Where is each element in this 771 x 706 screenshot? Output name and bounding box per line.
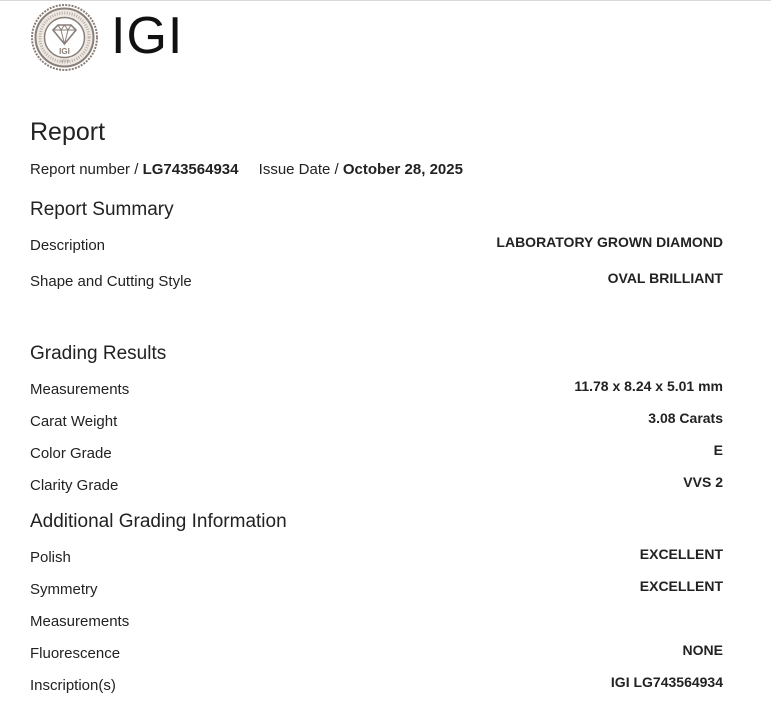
svg-text:1975: 1975	[60, 58, 69, 63]
additional-label-polish: Polish	[30, 549, 71, 566]
svg-text:IGI: IGI	[59, 47, 70, 56]
grading-label-color: Color Grade	[30, 445, 112, 462]
grading-value-measurements: 11.78 x 8.24 x 5.01 mm	[574, 378, 723, 394]
report-number-label: Report number /	[30, 161, 139, 178]
additional-heading: Additional Grading Information	[30, 511, 287, 532]
igi-seal-icon	[31, 4, 98, 71]
additional-label-symmetry: Symmetry	[30, 581, 98, 598]
summary-value-description: LABORATORY GROWN DIAMOND	[496, 234, 723, 250]
additional-value-inscription: IGI LG743564934	[610, 674, 723, 690]
page-title: Report	[30, 118, 106, 146]
top-divider	[0, 0, 771, 1]
report-meta	[30, 161, 463, 178]
grading-label-measurements: Measurements	[30, 381, 130, 398]
additional-value-fluorescence: NONE	[682, 642, 723, 658]
summary-value-shape: OVAL BRILLIANT	[607, 270, 723, 286]
grading-value-carat: 3.08 Carats	[648, 410, 723, 426]
summary-heading: Report Summary	[30, 199, 174, 220]
additional-label-inscription: Inscription(s)	[30, 677, 116, 694]
grading-value-color: E	[713, 442, 723, 458]
grading-heading: Grading Results	[30, 343, 167, 364]
additional-label-fluorescence: Fluorescence	[30, 645, 121, 662]
issue-date-label: Issue Date /	[258, 161, 339, 178]
igi-logo	[31, 4, 98, 71]
summary-label-description: Description	[30, 237, 106, 254]
grading-label-carat: Carat Weight	[30, 413, 118, 430]
report-number: LG743564934	[142, 161, 239, 178]
additional-label-measurements: Measurements	[30, 613, 130, 630]
grading-value-clarity: VVS 2	[683, 474, 723, 490]
grading-label-clarity: Clarity Grade	[30, 477, 119, 494]
issue-date: October 28, 2025	[342, 161, 463, 178]
additional-value-symmetry: EXCELLENT	[639, 578, 723, 594]
additional-value-polish: EXCELLENT	[639, 546, 723, 562]
summary-label-shape: Shape and Cutting Style	[30, 273, 192, 290]
igi-wordmark: IGI	[111, 7, 184, 65]
